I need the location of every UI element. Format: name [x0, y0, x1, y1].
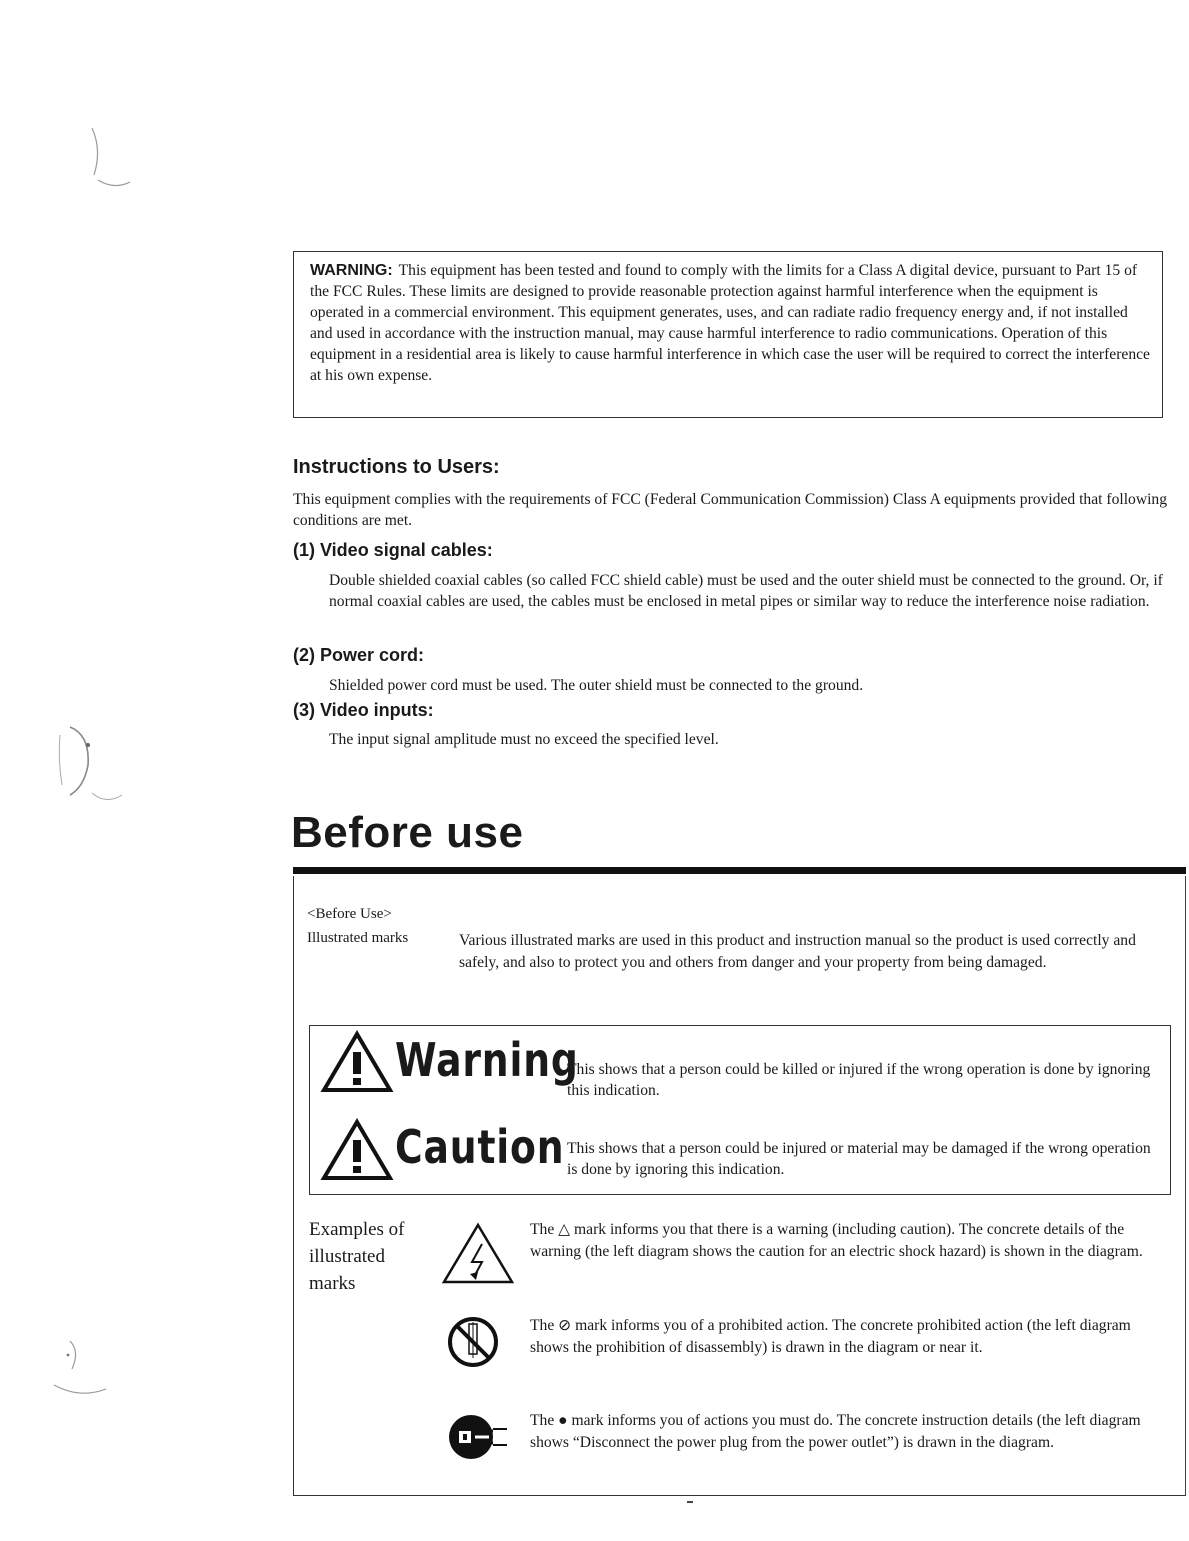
item-text-video-cables: Double shielded coaxial cables (so called FCC shield cable) must be used and the outer shield must be connected to the ground. Or, if normal coaxial cables are used, the cables must be enclosed in metal pipes or similar way to reduce the interference noise radiation.	[329, 572, 1163, 610]
fcc-warning-lead: WARNING:	[310, 262, 393, 279]
warning-triangle-icon	[320, 1030, 394, 1094]
unplug-power-icon	[445, 1407, 511, 1467]
signal-word-warning: Warning	[395, 1033, 579, 1087]
signal-text-warning: This shows that a person could be killed or injured if the wrong operation is done by ignoring this indication.	[567, 1061, 1151, 1099]
no-disassembly-icon	[446, 1312, 500, 1372]
example-text-mandatory-mark: The ● mark informs you of actions you must do. The concrete instruction details (the left diagram shows “Disconnect the power plug from the power outlet”) is drawn in the diagram.	[530, 1412, 1141, 1451]
scan-artifact-bottom	[40, 1335, 130, 1415]
before-use-heading: Before use	[291, 808, 524, 857]
fcc-warning-text: This equipment has been tested and found to comply with the limits for a Class A digital device, pursuant to Part 15 of the FCC Rules. These limits are designed to provide reasonable protection against harmful interference when the equipment is operated in a commercial environment. This equipment generates, uses, and can radiate radio frequency energy and, if not installed and used in accordance with the instruction manual, may cause harmful interference to radio communications. Operation of this equipment in a residential area is likely to cause harmful interference in which case the user will be required to correct the interference at his own expense.	[310, 262, 1150, 384]
item-title-video-inputs: (3) Video inputs:	[293, 700, 434, 720]
heading-rule	[293, 867, 1186, 874]
instructions-heading: Instructions to Users:	[293, 456, 500, 478]
scan-artifact-top	[80, 120, 140, 200]
example-text-prohibited-mark: The ⊘ mark informs you of a prohibited action. The concrete prohibited action (the left diagram shows the prohibition of disassembly) is drawn in the diagram or near it.	[530, 1317, 1131, 1356]
item-text-video-inputs: The input signal amplitude must no exceed the specified level.	[329, 731, 719, 748]
page-mark	[687, 1501, 693, 1503]
instructions-intro: This equipment complies with the requirements of FCC (Federal Communication Commission) Class A equipments provided that following conditions are met.	[293, 491, 1168, 529]
item-title-video-cables: (1) Video signal cables:	[293, 540, 493, 560]
examples-label: Examples of illustrated marks	[309, 1219, 405, 1294]
item-text-power-cord: Shielded power cord must be used. The outer shield must be connected to the ground.	[329, 677, 864, 694]
before-use-header: <Before Use>	[307, 906, 392, 922]
illustrated-marks-text: Various illustrated marks are used in this product and instruction manual so the product is used correctly and safely, and also to protect you and others from danger and your property from being damaged.	[459, 932, 1136, 971]
fcc-warning-box	[293, 251, 1163, 418]
signal-word-caution: Caution	[395, 1120, 565, 1174]
caution-triangle-icon	[320, 1118, 394, 1182]
example-text-warning-mark: The △ mark informs you that there is a warning (including caution). The concrete details of the warning (the left diagram shows the caution for an electric shock hazard) is shown in the diagram.	[530, 1221, 1143, 1260]
illustrated-marks-label: Illustrated marks	[307, 930, 409, 946]
signal-text-caution: This shows that a person could be injured or material may be damaged if the wrong operation is done by ignoring this indication.	[567, 1140, 1151, 1178]
item-title-power-cord: (2) Power cord:	[293, 645, 425, 665]
scan-artifact-middle	[40, 715, 130, 815]
electric-shock-triangle-icon	[440, 1222, 516, 1286]
